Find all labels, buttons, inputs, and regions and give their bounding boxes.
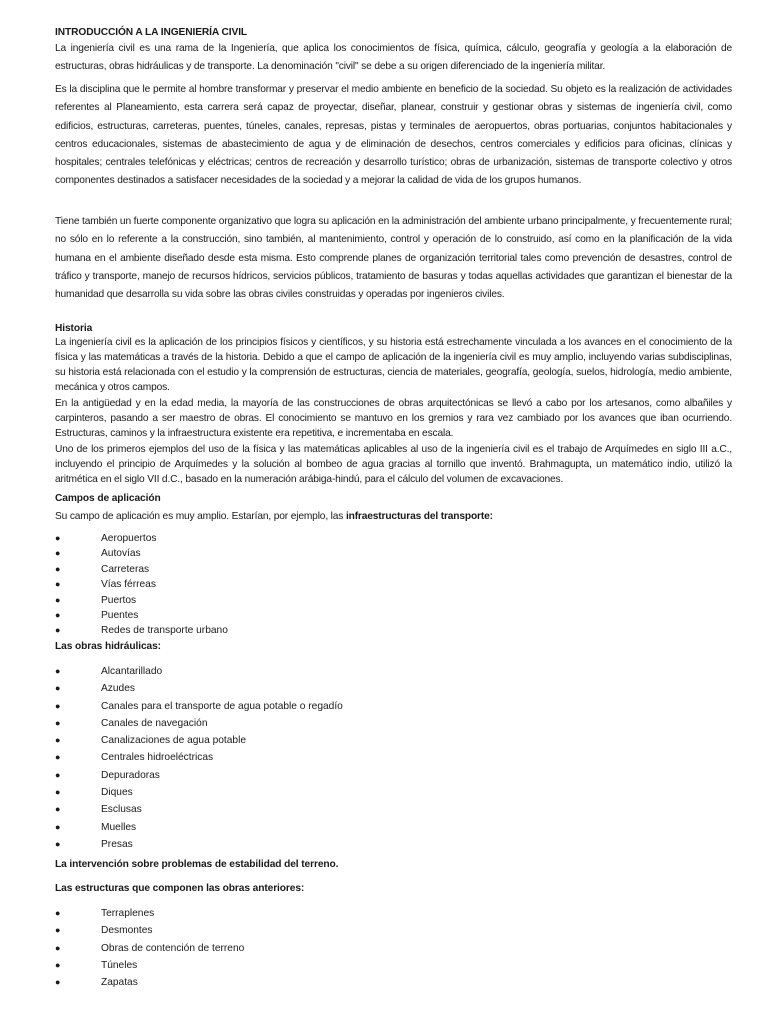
list-item: ● Vías férreas (55, 577, 695, 592)
list-item: ● Depuradoras (55, 767, 695, 784)
campos-intro (55, 510, 732, 524)
bullet-icon: ● (55, 959, 61, 970)
estructuras-list (55, 905, 695, 991)
estructuras-heading: Las estructuras que componen las obras anteriores: (55, 883, 305, 894)
hidraulicas-list (55, 663, 695, 853)
list-item: ● Terraplenes (55, 905, 695, 922)
bullet-icon: ● (55, 563, 61, 574)
intro-paragraph-3: Tiene también un fuerte componente organizativo que logra su aplicación en la administración del ambiente urbano principalmente, y frecuentemente rural; no sólo en lo referente a la construcción, sino también, al mantenimiento, control y operación de lo construido, así como en la planificación de la vida humana en el ambiente diseñado desde esta misma. Esto comprende planes de organización territorial tales como prevención de desastres, control de tráfico y transporte, manejo de recursos hídricos, servicios públicos, tratamiento de basuras y todas aquellas actividades que garantizan el bienestar de la humanidad que desarrolla su vida sobre las obras civiles construidas y operadas por ingenieros civiles. (55, 216, 732, 301)
list-item: ● Puentes (55, 608, 695, 623)
bullet-icon: ● (55, 666, 61, 676)
list-item: ● Redes de transporte urbano (55, 623, 695, 638)
list-item: ● Túneles (55, 957, 695, 974)
bullet-icon: ● (55, 700, 61, 711)
list-item: ● Autovías (55, 546, 695, 561)
bullet-icon: ● (55, 548, 61, 559)
bullet-icon: ● (55, 821, 61, 832)
list-item: ● Muelles (55, 819, 695, 836)
bullet-icon: ● (55, 594, 61, 605)
campos-heading: Campos de aplicación (55, 493, 161, 504)
intro-paragraph-1: La ingeniería civil es una rama de la Ingeniería, que aplica los conocimientos de física, química, cálculo, geografía y geología a la elaboración de estructuras, obras hidráulicas y de transporte. La denominación "civil" se debe a su origen diferenciado de la ingeniería militar. (55, 43, 732, 73)
list-item: ● Canales de navegación (55, 715, 695, 732)
document-title: INTRODUCCIÓN A LA INGENIERÍA CIVIL (55, 27, 248, 38)
transporte-list (55, 531, 695, 639)
bullet-icon: ● (55, 942, 61, 953)
historia-paragraph-3: Uno de los primeros ejemplos del uso de la física y las matemáticas aplicables al uso de la ingeniería civil es el trabajo de Arquímedes en siglo III a.C., incluyendo el principio de Arquímedes y la solución al bombeo de agua gracias al tornillo que inventó. Brahmagupta, un matemático indio, utilizó la aritmética en el siglo VII d.C., basado en la numeración arábiga-hindú, para el cálculo del volumen de excavaciones. (55, 444, 732, 485)
list-item: ● Aeropuertos (55, 531, 695, 546)
list-item: ● Esclusas (55, 801, 695, 818)
bullet-icon: ● (55, 579, 61, 590)
bullet-icon: ● (55, 925, 61, 936)
list-item: ● Carreteras (55, 562, 695, 577)
list-item: ● Centrales hidroeléctricas (55, 749, 695, 766)
bullet-icon: ● (55, 752, 61, 763)
bullet-icon: ● (55, 977, 61, 988)
bullet-icon: ● (55, 769, 61, 780)
list-item: ● Diques (55, 784, 695, 801)
historia-heading: Historia (55, 323, 93, 334)
historia-paragraph-2: En la antigüedad y en la edad media, la mayoría de las construcciones de obras arquitectónicas se llevó a cabo por los artesanos, como albañiles y carpinteros, pasando a ser maestro de obras. El conocimiento se mantuvo en los gremios y rara vez cambiado por los avances que iban ocurriendo. Estructuras, caminos y la infraestructura existente era repetitiva, e incrementaba en escala. (55, 398, 732, 439)
historia-paragraph-1: La ingeniería civil es la aplicación de los principios físicos y científicos, y su historia está estrechamente vinculada a los avances en el conocimiento de la física y las matemáticas a través de la historia. Debido a que el campo de aplicación de la ingeniería civil es muy amplio, incluyendo varias subdisciplinas, su historia está relacionada con el estudio y la comprensión de estructuras, ciencia de materiales, geografía, geología, suelos, hidrología, medio ambiente, mecánica y otros campos. (55, 337, 732, 393)
bullet-icon: ● (55, 717, 61, 728)
list-item: ● Canales para el transporte de agua potable o regadío (55, 698, 695, 715)
list-item: ● Canalizaciones de agua potable (55, 732, 695, 749)
list-item: ● Obras de contención de terreno (55, 940, 695, 957)
list-item: ● Alcantarillado (55, 663, 695, 680)
bullet-icon: ● (55, 804, 61, 815)
list-item: ● Zapatas (55, 974, 695, 991)
bullet-icon: ● (55, 908, 61, 918)
bullet-icon: ● (55, 533, 61, 543)
bullet-icon: ● (55, 838, 61, 849)
bullet-icon: ● (55, 609, 61, 620)
list-item: ● Puertos (55, 593, 695, 608)
list-item: ● Presas (55, 836, 695, 853)
bullet-icon: ● (55, 787, 61, 798)
bullet-icon: ● (55, 683, 61, 694)
bullet-icon: ● (55, 735, 61, 746)
hidraulicas-heading: Las obras hidráulicas: (55, 641, 161, 652)
estabilidad-heading: La intervención sobre problemas de estabilidad del terreno. (55, 859, 339, 870)
bullet-icon: ● (55, 625, 61, 636)
list-item: ● Desmontes (55, 922, 695, 939)
campos-intro-bold: infraestructuras del transporte: (345, 511, 493, 522)
list-item: ● Azudes (55, 680, 695, 697)
campos-intro-text: Su campo de aplicación es muy amplio. Estarían, por ejemplo, las (55, 511, 346, 522)
intro-paragraph-2: Es la disciplina que le permite al hombre transformar y preservar el medio ambiente en beneficio de la sociedad. Su objeto es la realización de actividades referentes al Planeamiento, esta carrera será capaz de proyectar, diseñar, planear, construir y gestionar obras y sistemas de ingeniería civil, como edificios, estructuras, carreteras, puentes, túneles, canales, represas, pistas y terminales de aeropuertos, obras portuarias, conjuntos habitacionales y centros educacionales, sistemas de abastecimiento de agua y de eliminación de desechos, centros comerciales y edificios para oficinas, clínicas y hospitales; centrales telefónicas y eléctricas; centros de recreación y desarrollo turístico; obras de urbanización, sistemas de transporte colectivo y otros componentes destinados a satisfacer necesidades de la sociedad y a mejorar la calidad de vida de los grupos humanos. (55, 84, 732, 187)
